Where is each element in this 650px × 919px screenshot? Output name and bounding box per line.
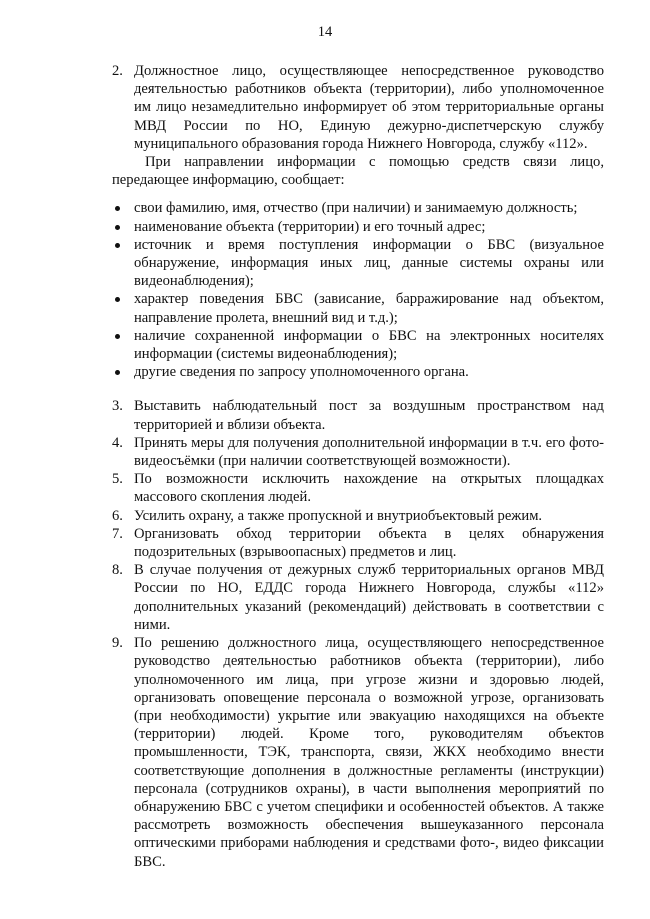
- bullet-list: [112, 199, 604, 381]
- list-number: 3.: [112, 398, 123, 415]
- list-item-8: [112, 561, 604, 634]
- list-item-5: [112, 470, 604, 506]
- bullet-item: [112, 218, 604, 236]
- bullet-icon: [115, 225, 120, 230]
- bullet-item: [112, 199, 604, 217]
- bullet-item: [112, 327, 604, 363]
- list-number: 6.: [112, 507, 123, 524]
- bullet-icon: [115, 297, 120, 302]
- bullet-text: свои фамилию, имя, отчество (при наличии) и занимаемую должность;: [134, 200, 578, 217]
- list-item-6: [112, 507, 604, 525]
- numbered-list-top: [112, 62, 604, 153]
- intro-paragraph: При направлении информации с помощью средств связи лицо, передающее информацию, сообщает:: [112, 154, 604, 189]
- list-item-text: По решению должностного лица, осуществляющего непосредственное руководство деятельностью работников объекта (территории), либо уполномоченного им лица, при угрозе жизни и здоровью людей, организовать оповещение персонала о возможной угрозе, организовать (при необходимости) укрытие или эвакуацию находящихся на объекте (территории) людей. Кроме того, руководителям объектов промышленности, ТЭК, транспорта, связи, ЖКХ необходимо внести соответствующие дополнения в должностные регламенты (инструкции) персонала (сотрудников охраны), в части выполнения мероприятий по обнаружению БВС с учетом специфики и особенностей объектов. А также рассмотреть возможность обеспечения вышеуказанного персонала оптическими приборами наблюдения и средствами фото-, видео фиксации БВС.: [134, 635, 604, 870]
- bullet-text: наличие сохраненной информации о БВС на электронных носителях информации (системы видеонаблюдения);: [134, 327, 604, 363]
- list-number: 5.: [112, 471, 123, 488]
- list-item-7: [112, 525, 604, 561]
- bullet-icon: [115, 370, 120, 375]
- page-number: 14: [317, 24, 333, 40]
- bullet-icon: [115, 243, 120, 248]
- list-item-text: Должностное лицо, осуществляющее непосредственное руководство деятельностью работников объекта (территории), либо уполномоченное им лицо незамедлительно информирует об этом территориальные органы МВД России по НО, Единую дежурно-диспетчерскую службу муниципального образования города Нижнего Новгорода, службу «112».: [134, 63, 604, 152]
- list-number: 8.: [112, 562, 123, 579]
- bullet-item: [112, 363, 604, 381]
- numbered-list-bottom: [112, 397, 604, 870]
- bullet-text: наименование объекта (территории) и его точный адрес;: [134, 218, 486, 235]
- list-number: 4.: [112, 434, 123, 451]
- list-number: 7.: [112, 525, 123, 542]
- bullet-icon: [115, 206, 120, 211]
- bullet-item: [112, 290, 604, 326]
- list-item-text: Усилить охрану, а также пропускной и внутриобъектовый режим.: [134, 507, 543, 524]
- list-item-3: [112, 397, 604, 433]
- list-item-text: Принять меры для получения дополнительной информации в т.ч. его фото-видеосъёмки (при наличии соответствующей возможности).: [134, 434, 604, 470]
- list-item-9: [112, 634, 604, 871]
- list-item-text: Выставить наблюдательный пост за воздушным пространством над территорией и вблизи объекта.: [134, 398, 604, 433]
- list-number: 9.: [112, 635, 123, 652]
- bullet-text: характер поведения БВС (зависание, барражирование над объектом, направление пролета, внешний вид и т.д.);: [134, 291, 604, 326]
- list-item-text: По возможности исключить нахождение на открытых площадках массового скопления людей.: [134, 471, 604, 506]
- bullet-item: [112, 236, 604, 291]
- document-body: [112, 62, 604, 871]
- list-item-2: [112, 62, 604, 153]
- bullet-text: другие сведения по запросу уполномоченного органа.: [134, 364, 469, 381]
- bullet-text: источник и время поступления информации о БВС (визуальное обнаружение, информация иных лиц, данные системы охраны или видеонаблюдения);: [134, 236, 604, 290]
- list-item-text: Организовать обход территории объекта в целях обнаружения подозрительных (взрывоопасных) предметов и лиц.: [134, 525, 604, 561]
- list-item-text: В случае получения от дежурных служб территориальных органов МВД России по НО, ЕДДС города Нижнего Новгорода, службы «112» дополнительных указаний (рекомендаций) действовать в соответствии с ними.: [134, 562, 604, 633]
- list-item-4: [112, 434, 604, 470]
- bullet-icon: [115, 334, 120, 339]
- list-number: 2.: [112, 63, 123, 79]
